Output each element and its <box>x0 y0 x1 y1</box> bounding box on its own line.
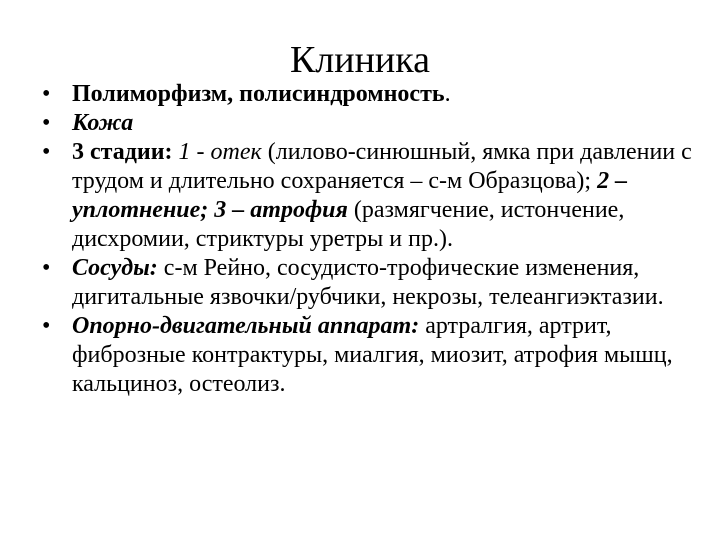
item-heading-stages: 3 стадии: <box>72 139 179 165</box>
list-item-stages <box>38 138 698 254</box>
bullet-list <box>38 80 698 399</box>
list-item-polymorphism <box>38 80 698 109</box>
stage-three-description: (размягчение, истончение, дисхромии, стриктуры уретры и пр.). <box>72 197 625 252</box>
stage-one-label: 1 - отек <box>178 139 262 165</box>
item-text-bold: Полиморфизм, полисиндромность <box>72 81 445 107</box>
vessels-description: с-м Рейно, сосудисто-трофические изменения, дигитальные язвочки/рубчики, некрозы, телеангиэктазии. <box>72 255 664 310</box>
bullet-icon: • <box>42 139 51 165</box>
item-text: . <box>444 81 451 107</box>
bullet-icon: • <box>42 313 51 339</box>
stage-one-description: (лилово-синюшный, ямка при давлении с трудом и длительно сохраняется – с-м Образцова); <box>72 139 692 194</box>
item-heading-skin: Кожа <box>72 110 134 136</box>
item-heading-musculoskeletal: Опорно-двигательный аппарат: <box>72 313 420 339</box>
item-heading-vessels: Сосуды: <box>72 255 158 281</box>
stage-two-three-label: 2 – уплотнение; 3 – атрофия <box>72 168 628 223</box>
musculoskeletal-description: артралгия, артрит, фиброзные контрактуры, миалгия, миозит, атрофия мышц, кальциноз, остеолиз. <box>72 313 673 397</box>
list-item-vessels <box>38 254 698 312</box>
list-item-musculoskeletal <box>38 312 698 399</box>
list-item-skin <box>38 109 698 138</box>
slide-title: Клиника <box>289 39 431 81</box>
bullet-icon: • <box>42 110 51 136</box>
bullet-icon: • <box>42 81 51 107</box>
bullet-icon: • <box>42 255 51 281</box>
